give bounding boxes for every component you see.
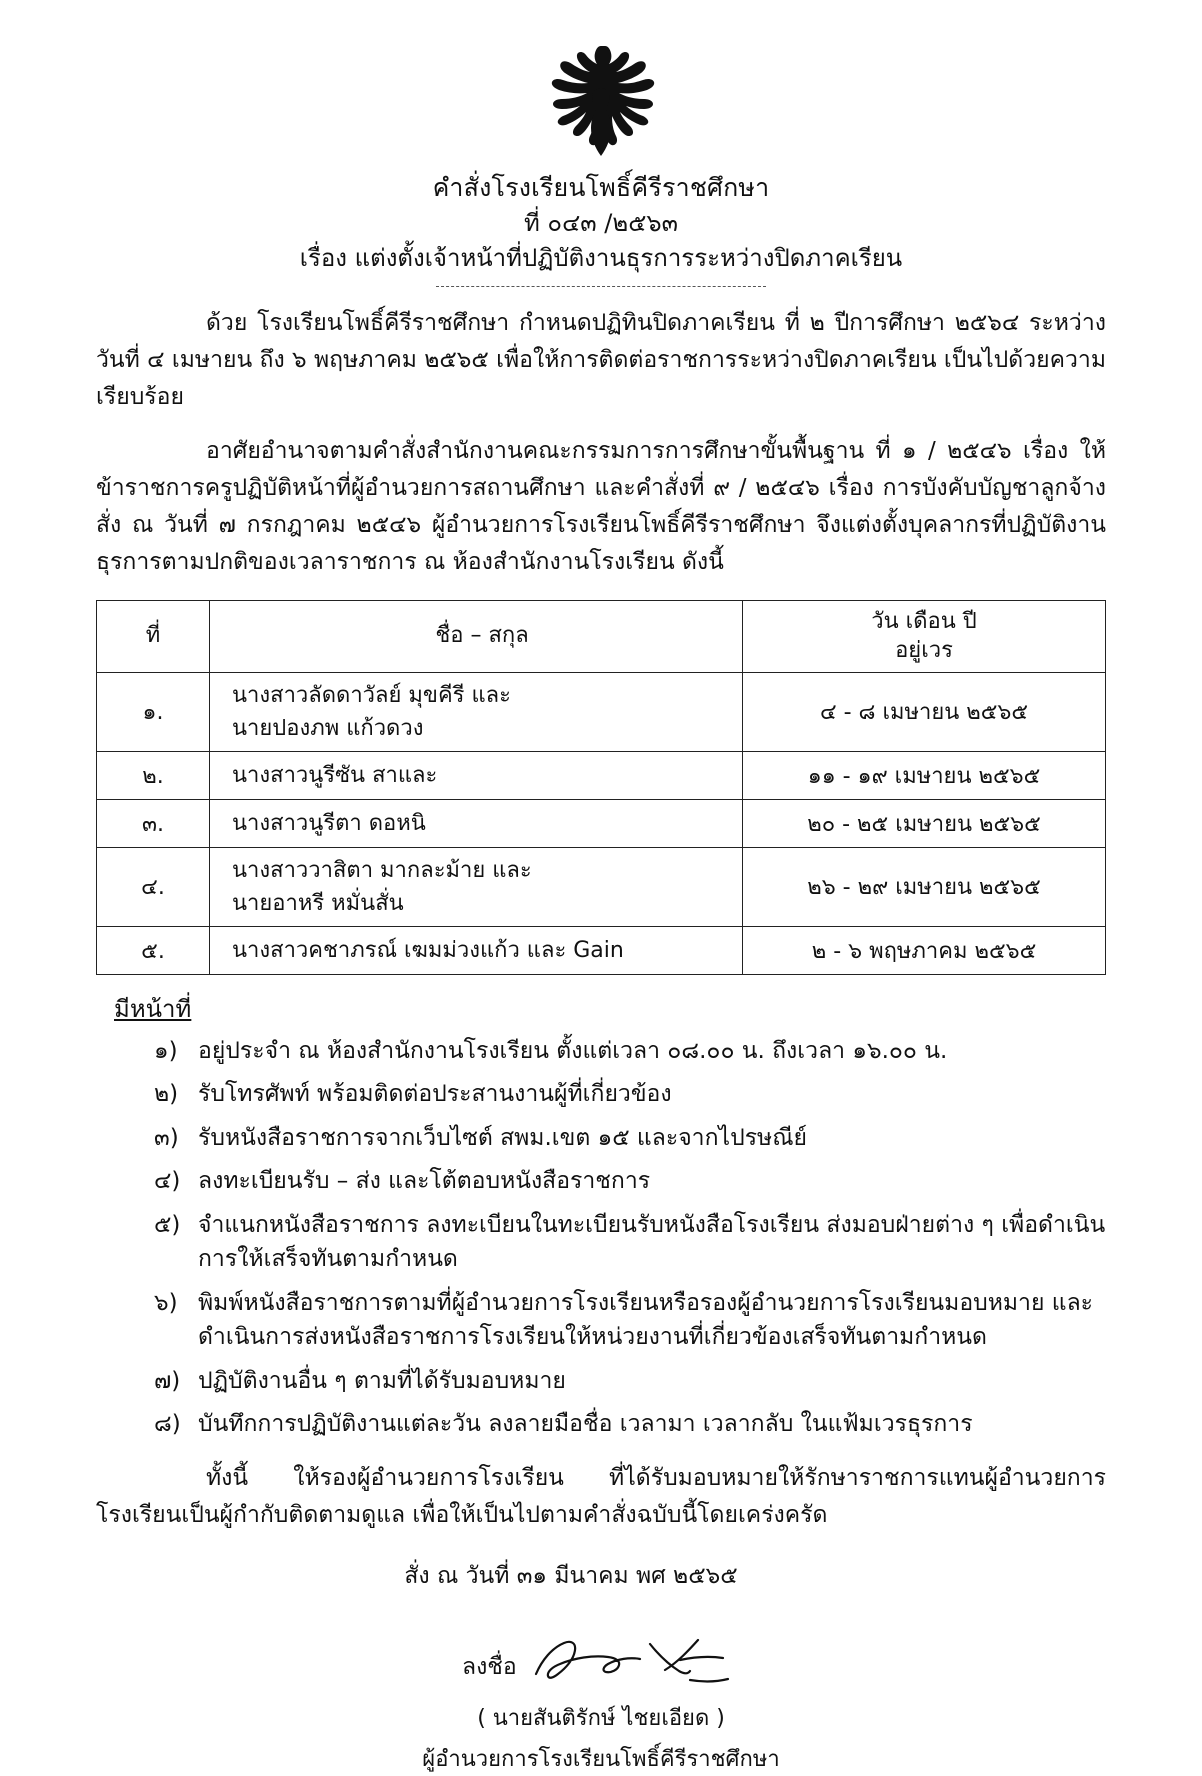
list-item-marker: ๗)	[154, 1367, 181, 1394]
list-item	[136, 1034, 1106, 1069]
row-name: นางสาวนูรีซัน สาและ	[210, 751, 743, 799]
paragraph-intro-text: ด้วย โรงเรียนโพธิ์คีรีราชศึกษา กำหนดปฏิทินปิดภาคเรียน ที่ ๒ ปีการศึกษา ๒๕๖๔ ระหว่างวันที่ ๔ เมษายน ถึง ๖ พฤษภาคม ๒๕๖๕ เพื่อให้การติดต่อราชการระหว่างปิดภาคเรียน เป็นไปด้วยความเรียบร้อย	[96, 309, 1106, 411]
title-block	[96, 170, 1106, 276]
table-row	[97, 926, 1106, 974]
row-date: ๒๐ - ๒๕ เมษายน ๒๕๖๕	[743, 799, 1106, 847]
row-name: นางสาวนูรีตา ดอหนิ	[210, 799, 743, 847]
list-item-text: อยู่ประจำ ณ ห้องสำนักงานโรงเรียน ตั้งแต่เวลา ๐๘.๐๐ น. ถึงเวลา ๑๖.๐๐ น.	[198, 1037, 948, 1064]
table-row	[97, 751, 1106, 799]
list-item-marker: ๖)	[154, 1289, 178, 1316]
row-name-line1: นางสาวลัดดาวัลย์ มุขคีรี และ	[232, 682, 511, 708]
table-row	[97, 847, 1106, 926]
list-item-text: พิมพ์หนังสือราชการตามที่ผู้อำนวยการโรงเรียนหรือรองผู้อำนวยการโรงเรียนมอบหมาย และดำเนินการส่งหนังสือราชการโรงเรียนให้หน่วยงานที่เกี่ยวข้องเสร็จทันตามกำหนด	[198, 1289, 1094, 1351]
duties-heading: มีหน้าที่	[114, 994, 192, 1023]
paragraph-closing	[96, 1460, 1106, 1535]
paragraph-closing-text: ทั้งนี้ ให้รองผู้อำนวยการโรงเรียน ที่ได้รับมอบหมายให้รักษาราชการแทนผู้อำนวยการโรงเรียนเป็นผู้กำกับติดตามดูแล เพื่อให้เป็นไปตามคำสั่งฉบับนี้โดยเคร่งครัด	[96, 1464, 1106, 1529]
row-no: ๓.	[97, 799, 210, 847]
signature-line	[462, 1630, 740, 1692]
list-item-marker: ๘)	[154, 1411, 181, 1438]
table-row	[97, 799, 1106, 847]
column-header-no: ที่	[97, 600, 210, 672]
garuda-emblem-icon	[541, 40, 661, 162]
table-body	[97, 672, 1106, 974]
row-name-line2: นายอาหรี หมั่นสั่น	[232, 890, 404, 916]
document-number: ที่ ๐๔๓ /๒๕๖๓	[523, 209, 678, 238]
column-header-name: ชื่อ – สกุล	[210, 600, 743, 672]
signature-position: ผู้อำนวยการโรงเรียนโพธิ์คีรีราชศึกษา	[422, 1747, 780, 1773]
row-name: นางสาวคชาภรณ์ เฆมม่วงแก้ว และ Gain	[210, 926, 743, 974]
document-body	[96, 40, 1106, 1776]
row-date: ๔ - ๘ เมษายน ๒๕๖๕	[743, 672, 1106, 751]
list-item-marker: ๓)	[154, 1124, 179, 1151]
paragraph-authority-text: อาศัยอำนาจตามคำสั่งสำนักงานคณะกรรมการการศึกษาขั้นพื้นฐาน ที่ ๑ / ๒๕๔๖ เรื่อง ให้ข้าราชการครูปฏิบัติหน้าที่ผู้อำนวยการสถานศึกษา และคำสั่งที่ ๙ / ๒๕๔๖ เรื่อง การบังคับบัญชาลูกจ้าง สั่ง ณ วันที่ ๗ กรกฎาคม ๒๕๔๖ ผู้อำนวยการโรงเรียนโพธิ์คีรีราชศึกษา จึงแต่งตั้งบุคลากรที่ปฏิบัติงานธุรการตามปกติของเวลาราชการ ณ ห้องสำนักงานโรงเรียน ดังนี้	[96, 437, 1106, 576]
row-name-line1: นางสาววาสิตา มากละม้าย และ	[232, 857, 532, 883]
list-item	[136, 1121, 1106, 1156]
list-item	[136, 1364, 1106, 1399]
row-date: ๒ - ๖ พฤษภาคม ๒๕๖๕	[743, 926, 1106, 974]
column-header-date-line2: อยู่เวร	[895, 638, 953, 664]
order-date: สั่ง ณ วันที่ ๓๑ มีนาคม พศ ๒๕๖๕	[404, 1563, 738, 1590]
row-date: ๑๑ - ๑๙ เมษายน ๒๕๖๕	[743, 751, 1106, 799]
row-name	[210, 672, 743, 751]
row-no: ๒.	[97, 751, 210, 799]
document-title: คำสั่งโรงเรียนโพธิ์คีรีราชศึกษา	[432, 173, 770, 202]
list-item-marker: ๕)	[154, 1211, 181, 1238]
list-item-text: ปฏิบัติงานอื่น ๆ ตามที่ได้รับมอบหมาย	[198, 1367, 566, 1394]
column-header-date-line1: วัน เดือน ปี	[871, 608, 977, 634]
signature-block	[96, 1630, 1106, 1776]
table-header	[97, 600, 1106, 672]
list-item-text: รับโทรศัพท์ พร้อมติดต่อประสานงานผู้ที่เกี่ยวข้อง	[198, 1081, 672, 1108]
emblem-container	[96, 40, 1106, 166]
duties-list	[96, 1034, 1106, 1442]
list-item-marker: ๔)	[154, 1168, 181, 1195]
list-item-text: รับหนังสือราชการจากเว็บไซต์ สพม.เขต ๑๕ และจากไปรษณีย์	[198, 1124, 808, 1151]
table-row	[97, 672, 1106, 751]
list-item-text: ลงทะเบียนรับ – ส่ง และโต้ตอบหนังสือราชการ	[198, 1168, 651, 1195]
table-header-row	[97, 600, 1106, 672]
paragraph-authority	[96, 433, 1106, 582]
list-item	[136, 1286, 1106, 1355]
handwritten-signature-icon	[530, 1630, 740, 1692]
divider	[436, 286, 766, 287]
signature-label: ลงชื่อ	[461, 1653, 517, 1680]
list-item	[136, 1407, 1106, 1442]
document-subject: เรื่อง แต่งตั้งเจ้าหน้าที่ปฏิบัติงานธุรการระหว่างปิดภาคเรียน	[299, 244, 903, 273]
column-header-date	[743, 600, 1106, 672]
list-item-text: จำแนกหนังสือราชการ ลงทะเบียนในทะเบียนรับหนังสือโรงเรียน ส่งมอบฝ่ายต่าง ๆ เพื่อดำเนินการให้เสร็จทันตามกำหนด	[198, 1211, 1106, 1273]
list-item-text: บันทึกการปฏิบัติงานแต่ละวัน ลงลายมือชื่อ เวลามา เวลากลับ ในแฟ้มเวรธุรการ	[198, 1411, 973, 1438]
paragraph-intro	[96, 305, 1106, 417]
row-no: ๔.	[97, 847, 210, 926]
list-item-marker: ๑)	[154, 1037, 178, 1064]
row-name-line2: นายปองภพ แก้วดวง	[232, 715, 424, 741]
duty-roster-table	[96, 600, 1106, 975]
list-item-marker: ๒)	[154, 1081, 179, 1108]
row-no: ๑.	[97, 672, 210, 751]
list-item	[136, 1208, 1106, 1277]
signature-name: ( นายสันติรักษ์ ไชยเอียด )	[477, 1706, 725, 1732]
list-item	[136, 1164, 1106, 1199]
list-item	[136, 1077, 1106, 1112]
row-name	[210, 847, 743, 926]
row-no: ๕.	[97, 926, 210, 974]
row-date: ๒๖ - ๒๙ เมษายน ๒๕๖๕	[743, 847, 1106, 926]
